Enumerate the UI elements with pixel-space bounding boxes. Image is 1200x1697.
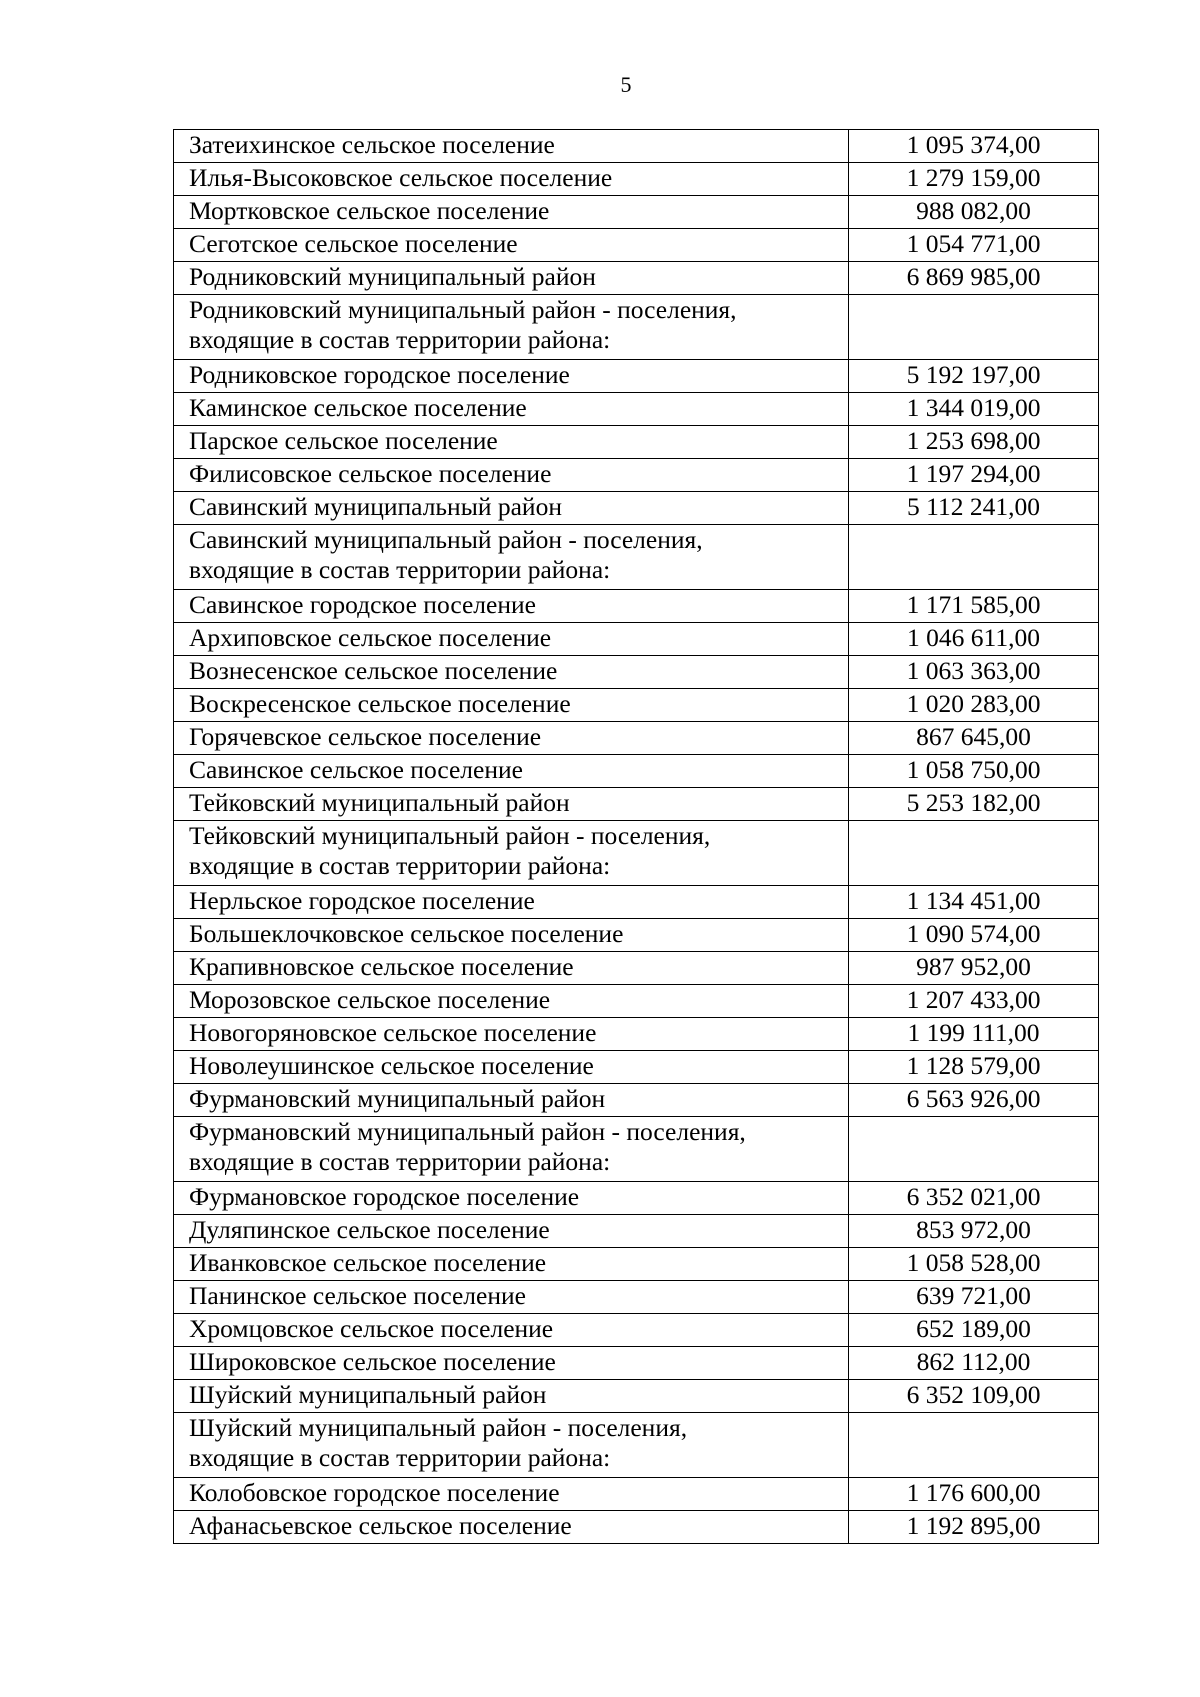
settlement-name-cell: Большеклочковское сельское поселение — [174, 919, 849, 952]
settlement-name-cell: Илья-Высоковское сельское поселение — [174, 163, 849, 196]
amount-cell: 987 952,00 — [849, 952, 1099, 985]
amount-cell: 853 972,00 — [849, 1215, 1099, 1248]
settlement-name-line: Савинский муниципальный район - поселения, — [189, 525, 703, 554]
settlement-name-cell: Сеготское сельское поселение — [174, 229, 849, 262]
settlement-name-cell: Иванковское сельское поселение — [174, 1248, 849, 1281]
amount-cell: 6 563 926,00 — [849, 1084, 1099, 1117]
settlement-name-cell: Крапивновское сельское поселение — [174, 952, 849, 985]
amount-cell — [849, 1117, 1099, 1182]
settlement-name-line: входящие в состав территории района: — [189, 851, 611, 880]
table-row — [174, 130, 1099, 163]
settlement-name-cell: Мортковское сельское поселение — [174, 196, 849, 229]
amount-cell: 1 128 579,00 — [849, 1051, 1099, 1084]
amount-cell: 1 058 528,00 — [849, 1248, 1099, 1281]
amount-cell: 1 134 451,00 — [849, 886, 1099, 919]
table-row — [174, 459, 1099, 492]
amount-cell: 6 352 021,00 — [849, 1182, 1099, 1215]
table-row — [174, 821, 1099, 886]
settlement-name-cell: Новогоряновское сельское поселение — [174, 1018, 849, 1051]
table-row — [174, 1215, 1099, 1248]
amount-cell: 6 352 109,00 — [849, 1380, 1099, 1413]
table-row — [174, 1380, 1099, 1413]
settlement-name-cell — [174, 525, 849, 590]
table-row — [174, 1117, 1099, 1182]
table-row — [174, 1511, 1099, 1544]
table-row — [174, 722, 1099, 755]
settlement-name-line: Фурмановский муниципальный район - поселения, — [189, 1117, 746, 1146]
amount-cell: 1 090 574,00 — [849, 919, 1099, 952]
settlement-name-cell: Нерльское городское поселение — [174, 886, 849, 919]
amount-cell: 1 197 294,00 — [849, 459, 1099, 492]
settlement-name-cell: Фурмановский муниципальный район — [174, 1084, 849, 1117]
amount-cell: 1 046 611,00 — [849, 623, 1099, 656]
table-row — [174, 492, 1099, 525]
amount-cell: 1 199 111,00 — [849, 1018, 1099, 1051]
table-row — [174, 886, 1099, 919]
amount-cell: 1 020 283,00 — [849, 689, 1099, 722]
settlement-name-cell: Архиповское сельское поселение — [174, 623, 849, 656]
settlement-name-cell: Тейковский муниципальный район — [174, 788, 849, 821]
table-row — [174, 1018, 1099, 1051]
table-row — [174, 985, 1099, 1018]
settlement-name-cell: Филисовское сельское поселение — [174, 459, 849, 492]
table-row — [174, 656, 1099, 689]
table-row — [174, 426, 1099, 459]
table-row — [174, 590, 1099, 623]
settlement-name-cell: Хромцовское сельское поселение — [174, 1314, 849, 1347]
table-row — [174, 196, 1099, 229]
settlement-name-cell: Парское сельское поселение — [174, 426, 849, 459]
amount-cell: 1 279 159,00 — [849, 163, 1099, 196]
amount-cell: 5 112 241,00 — [849, 492, 1099, 525]
table-row — [174, 1281, 1099, 1314]
table-row — [174, 1413, 1099, 1478]
amount-cell: 988 082,00 — [849, 196, 1099, 229]
settlement-name-line: входящие в состав территории района: — [189, 325, 611, 354]
amount-cell: 862 112,00 — [849, 1347, 1099, 1380]
settlement-name-cell: Вознесенское сельское поселение — [174, 656, 849, 689]
table-row — [174, 229, 1099, 262]
amount-cell: 5 192 197,00 — [849, 360, 1099, 393]
table-row — [174, 360, 1099, 393]
settlement-name-cell: Савинское городское поселение — [174, 590, 849, 623]
page-number: 5 — [620, 72, 632, 97]
amount-cell — [849, 525, 1099, 590]
table-row — [174, 1314, 1099, 1347]
table-row — [174, 1478, 1099, 1511]
amount-cell — [849, 1413, 1099, 1478]
amount-cell: 1 063 363,00 — [849, 656, 1099, 689]
table-row — [174, 1347, 1099, 1380]
settlement-name-cell: Воскресенское сельское поселение — [174, 689, 849, 722]
table-row — [174, 788, 1099, 821]
settlement-name-cell: Савинское сельское поселение — [174, 755, 849, 788]
amount-cell: 1 344 019,00 — [849, 393, 1099, 426]
settlement-name-cell: Морозовское сельское поселение — [174, 985, 849, 1018]
amount-cell — [849, 295, 1099, 360]
table-row — [174, 1182, 1099, 1215]
amount-cell: 1 253 698,00 — [849, 426, 1099, 459]
settlement-name-line: входящие в состав территории района: — [189, 1147, 611, 1176]
settlement-name-cell: Фурмановское городское поселение — [174, 1182, 849, 1215]
settlement-name-line: входящие в состав территории района: — [189, 1443, 611, 1472]
settlement-name-line: Тейковский муниципальный район - поселения, — [189, 821, 711, 850]
table-row — [174, 525, 1099, 590]
amount-cell: 1 171 585,00 — [849, 590, 1099, 623]
settlement-name-cell — [174, 295, 849, 360]
settlement-name-cell: Родниковский муниципальный район — [174, 262, 849, 295]
settlement-name-cell — [174, 821, 849, 886]
amount-cell: 1 054 771,00 — [849, 229, 1099, 262]
settlement-name-cell: Затеихинское сельское поселение — [174, 130, 849, 163]
table-row — [174, 1248, 1099, 1281]
settlement-name-cell: Новолеушинское сельское поселение — [174, 1051, 849, 1084]
settlement-name-cell: Савинский муниципальный район — [174, 492, 849, 525]
settlement-name-cell: Афанасьевское сельское поселение — [174, 1511, 849, 1544]
amount-cell: 867 645,00 — [849, 722, 1099, 755]
settlement-name-line: Шуйский муниципальный район - поселения, — [189, 1413, 688, 1442]
settlement-name-cell: Шуйский муниципальный район — [174, 1380, 849, 1413]
table-row — [174, 952, 1099, 985]
settlement-name-line: входящие в состав территории района: — [189, 555, 611, 584]
amount-cell: 1 207 433,00 — [849, 985, 1099, 1018]
table-body — [174, 130, 1099, 1544]
amount-cell: 6 869 985,00 — [849, 262, 1099, 295]
table-row — [174, 1051, 1099, 1084]
settlement-name-cell: Горячевское сельское поселение — [174, 722, 849, 755]
settlement-name-cell: Колобовское городское поселение — [174, 1478, 849, 1511]
amount-cell: 1 095 374,00 — [849, 130, 1099, 163]
table-row — [174, 755, 1099, 788]
settlement-name-cell: Родниковское городское поселение — [174, 360, 849, 393]
settlement-name-cell: Широковское сельское поселение — [174, 1347, 849, 1380]
table-row — [174, 623, 1099, 656]
amount-cell: 639 721,00 — [849, 1281, 1099, 1314]
amount-cell: 1 192 895,00 — [849, 1511, 1099, 1544]
amount-cell: 652 189,00 — [849, 1314, 1099, 1347]
settlement-name-line: Родниковский муниципальный район - поселения, — [189, 295, 737, 324]
table-row — [174, 919, 1099, 952]
table-row — [174, 689, 1099, 722]
settlement-name-cell: Панинское сельское поселение — [174, 1281, 849, 1314]
settlement-name-cell: Дуляпинское сельское поселение — [174, 1215, 849, 1248]
table-row — [174, 163, 1099, 196]
table-row — [174, 295, 1099, 360]
amount-cell: 5 253 182,00 — [849, 788, 1099, 821]
settlement-name-cell — [174, 1117, 849, 1182]
amount-cell — [849, 821, 1099, 886]
settlement-name-cell: Каминское сельское поселение — [174, 393, 849, 426]
amount-cell: 1 058 750,00 — [849, 755, 1099, 788]
amount-cell: 1 176 600,00 — [849, 1478, 1099, 1511]
settlements-table — [173, 129, 1099, 1544]
table-row — [174, 1084, 1099, 1117]
table-row — [174, 393, 1099, 426]
settlement-name-cell — [174, 1413, 849, 1478]
table-row — [174, 262, 1099, 295]
